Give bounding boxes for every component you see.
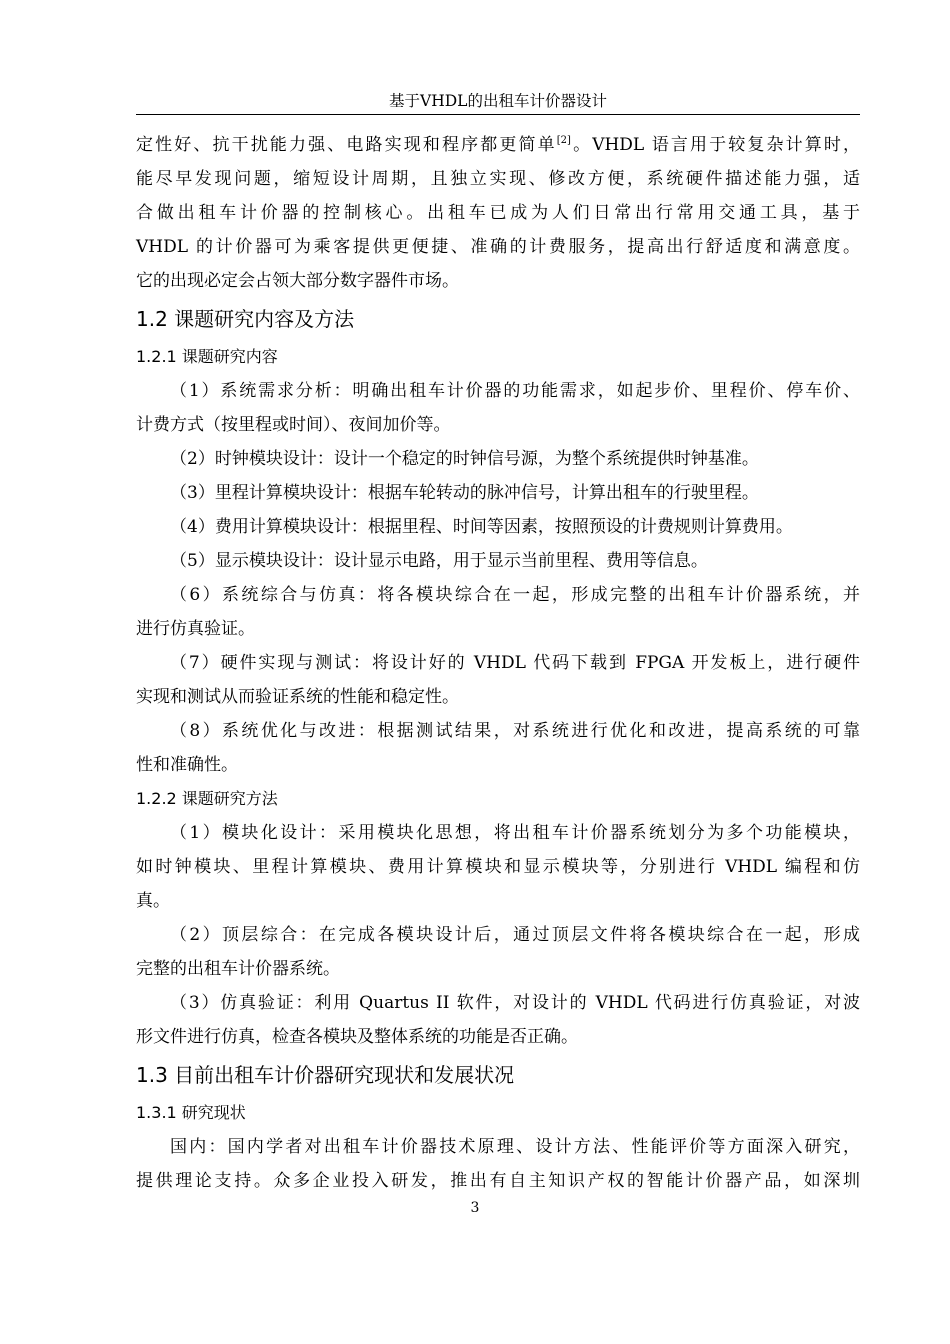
list-item-line: （8）系统优化与改进：根据测试结果，对系统进行优化和改进，提高系统的可靠 bbox=[170, 721, 860, 741]
list-item-line: 形文件进行仿真，检查各模块及整体系统的功能是否正确。 bbox=[136, 1027, 578, 1047]
section-heading: 1.2 课题研究内容及方法 bbox=[136, 307, 355, 331]
section-heading: 1.3 目前出租车计价器研究现状和发展状况 bbox=[136, 1063, 515, 1087]
subsection-heading: 1.2.2 课题研究方法 bbox=[136, 789, 278, 808]
text-span: 定性好、抗干扰能力强、电路实现和程序都更简单 bbox=[136, 135, 557, 155]
list-item-line: （1）模块化设计：采用模块化思想，将出租车计价器系统划分为多个功能模块， bbox=[170, 823, 860, 843]
list-item-line: （1）系统需求分析：明确出租车计价器的功能需求，如起步价、里程价、停车价、 bbox=[170, 381, 860, 401]
paragraph-line: 国内：国内学者对出租车计价器技术原理、设计方法、性能评价等方面深入研究， bbox=[170, 1137, 860, 1157]
list-item-line: 如时钟模块、里程计算模块、费用计算模块和显示模块等，分别进行 VHDL 编程和仿 bbox=[136, 857, 860, 877]
page-header bbox=[136, 88, 860, 115]
citation-ref: [2] bbox=[556, 135, 571, 146]
list-item-line: 性和准确性。 bbox=[136, 755, 238, 775]
list-item-line: 进行仿真验证。 bbox=[136, 619, 255, 639]
list-item-line: 完整的出租车计价器系统。 bbox=[136, 959, 340, 979]
paragraph-line: 合做出租车计价器的控制核心。出租车已成为人们日常出行常用交通工具，基于 bbox=[136, 203, 860, 223]
list-item-line: 真。 bbox=[136, 891, 170, 911]
list-item-line: 实现和测试从而验证系统的性能和稳定性。 bbox=[136, 687, 459, 707]
subsection-heading: 1.2.1 课题研究内容 bbox=[136, 347, 278, 366]
header-title: 基于VHDL的出租车计价器设计 bbox=[389, 92, 607, 110]
list-item-line: （6）系统综合与仿真：将各模块综合在一起，形成完整的出租车计价器系统，并 bbox=[170, 585, 860, 605]
paragraph-line: 提供理论支持。众多企业投入研发，推出有自主知识产权的智能计价器产品，如深圳 bbox=[136, 1171, 860, 1191]
text-span: 。VHDL 语言用于较复杂计算时， bbox=[570, 135, 860, 155]
list-item-line: （2）时钟模块设计：设计一个稳定的时钟信号源，为整个系统提供时钟基准。 bbox=[170, 449, 759, 469]
paragraph-line: VHDL 的计价器可为乘客提供更便捷、准确的计费服务，提高出行舒适度和满意度。 bbox=[136, 237, 860, 257]
list-item-line: （3）里程计算模块设计：根据车轮转动的脉冲信号，计算出租车的行驶里程。 bbox=[170, 483, 759, 503]
paragraph-line: 它的出现必定会占领大部分数字器件市场。 bbox=[136, 271, 459, 291]
list-item-line: 计费方式（按里程或时间）、夜间加价等。 bbox=[136, 415, 451, 435]
document-body bbox=[136, 128, 860, 1198]
paragraph-line bbox=[136, 128, 860, 162]
list-item-line: （4）费用计算模块设计：根据里程、时间等因素，按照预设的计费规则计算费用。 bbox=[170, 517, 793, 537]
page-number: 3 bbox=[470, 1200, 480, 1216]
list-item-line: （2）顶层综合：在完成各模块设计后，通过顶层文件将各模块综合在一起，形成 bbox=[170, 925, 860, 945]
list-item-line: （3）仿真验证：利用 Quartus II 软件，对设计的 VHDL 代码进行仿真验证，对波 bbox=[170, 993, 860, 1013]
subsection-heading: 1.3.1 研究现状 bbox=[136, 1103, 246, 1122]
paragraph-line: 能尽早发现问题，缩短设计周期，且独立实现、修改方便，系统硬件描述能力强，适 bbox=[136, 169, 860, 189]
list-item-line: （7）硬件实现与测试：将设计好的 VHDL 代码下载到 FPGA 开发板上，进行硬件 bbox=[170, 653, 860, 673]
list-item-line: （5）显示模块设计：设计显示电路，用于显示当前里程、费用等信息。 bbox=[170, 551, 708, 571]
